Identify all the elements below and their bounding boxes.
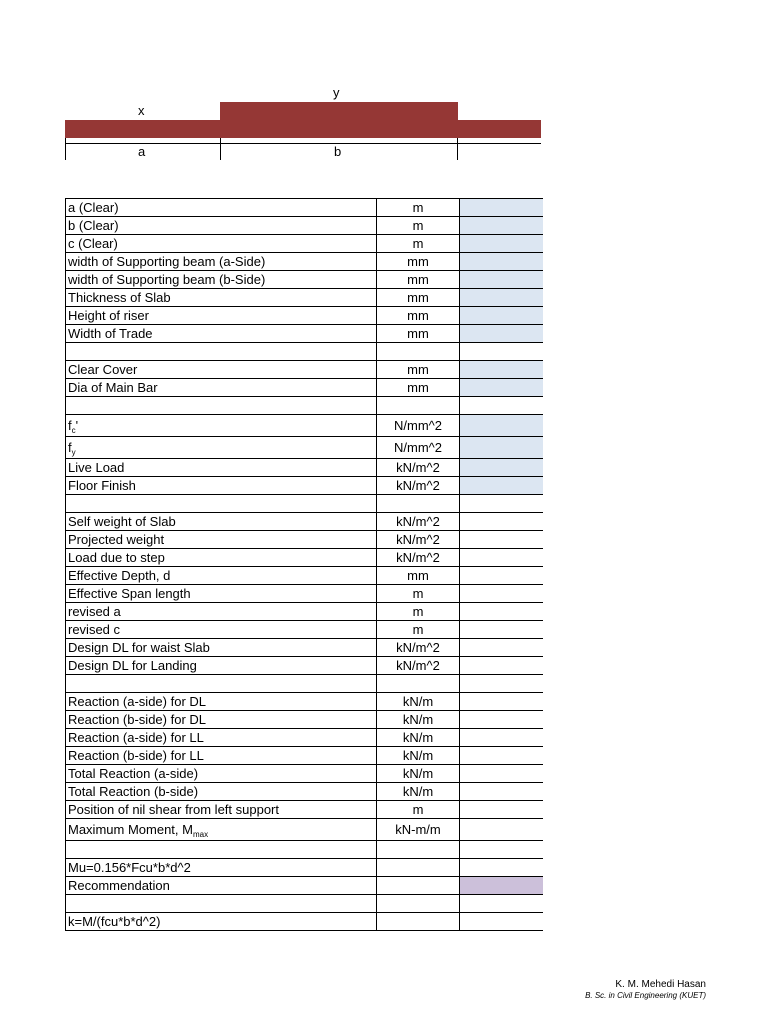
row-label: Reaction (a-side) for DL [66, 693, 377, 711]
row-label [66, 495, 377, 513]
row-label: $f_y$ [66, 437, 377, 459]
table-row [66, 877, 544, 895]
row-label: Effective Depth, d [66, 567, 377, 585]
value-cell [460, 747, 544, 765]
row-unit [377, 895, 460, 913]
value-cell [460, 549, 544, 567]
table-row [66, 415, 544, 437]
table-row [66, 747, 544, 765]
table-row [66, 361, 544, 379]
table-row [66, 325, 544, 343]
row-unit: mm [377, 271, 460, 289]
row-unit: kN/m^2 [377, 549, 460, 567]
row-label: Total Reaction (b-side) [66, 783, 377, 801]
table-row [66, 765, 544, 783]
row-unit: kN/m^2 [377, 459, 460, 477]
row-unit: N/mm^2 [377, 437, 460, 459]
row-label: Recommendation [66, 877, 377, 895]
dimension-tick-right [457, 138, 458, 160]
row-label [66, 343, 377, 361]
table-row [66, 657, 544, 675]
row-label: Thickness of Slab [66, 289, 377, 307]
value-cell [460, 895, 544, 913]
value-cell [460, 711, 544, 729]
table-row [66, 621, 544, 639]
row-unit: kN/m^2 [377, 657, 460, 675]
value-cell [460, 729, 544, 747]
row-label: k=M/(fcu*b*d^2) [66, 913, 377, 931]
row-unit [377, 495, 460, 513]
table-row [66, 549, 544, 567]
row-label: Position of nil shear from left support [66, 801, 377, 819]
table-row [66, 783, 544, 801]
row-unit: m [377, 801, 460, 819]
row-label: Width of Trade [66, 325, 377, 343]
row-unit: mm [377, 253, 460, 271]
input-cell[interactable] [460, 325, 544, 343]
row-unit: mm [377, 567, 460, 585]
row-label: Clear Cover [66, 361, 377, 379]
input-cell[interactable] [460, 235, 544, 253]
table-row [66, 567, 544, 585]
value-cell [460, 639, 544, 657]
row-unit: mm [377, 361, 460, 379]
label-y: y [333, 85, 340, 100]
row-unit: kN/m^2 [377, 639, 460, 657]
table-row [66, 513, 544, 531]
row-label: Design DL for waist Slab [66, 639, 377, 657]
row-label: c (Clear) [66, 235, 377, 253]
row-unit: kN/m [377, 729, 460, 747]
recommendation-cell [460, 877, 544, 895]
row-unit [377, 675, 460, 693]
table-row [66, 253, 544, 271]
row-unit: kN/m [377, 747, 460, 765]
table-row [66, 271, 544, 289]
row-label: a (Clear) [66, 199, 377, 217]
value-cell [460, 495, 544, 513]
table-row [66, 531, 544, 549]
row-label: Floor Finish [66, 477, 377, 495]
table-row [66, 235, 544, 253]
row-label: width of Supporting beam (b-Side) [66, 271, 377, 289]
table-row [66, 603, 544, 621]
row-label: Mu=0.156*Fcu*b*d^2 [66, 859, 377, 877]
input-cell[interactable] [460, 217, 544, 235]
row-unit: m [377, 217, 460, 235]
row-label: Design DL for Landing [66, 657, 377, 675]
row-unit [377, 859, 460, 877]
table-row [66, 379, 544, 397]
value-cell [460, 675, 544, 693]
value-cell [460, 621, 544, 639]
row-label: Total Reaction (a-side) [66, 765, 377, 783]
row-label: Dia of Main Bar [66, 379, 377, 397]
value-cell [460, 343, 544, 361]
row-label [66, 841, 377, 859]
table-row [66, 307, 544, 325]
label-x: x [138, 103, 145, 118]
row-label: width of Supporting beam (a-Side) [66, 253, 377, 271]
table-row [66, 675, 544, 693]
row-label: revised a [66, 603, 377, 621]
row-unit: N/mm^2 [377, 415, 460, 437]
input-cell[interactable] [460, 271, 544, 289]
table-row [66, 859, 544, 877]
row-label: Maximum Moment, $M_{max}$ [66, 819, 377, 841]
row-unit: mm [377, 289, 460, 307]
input-cell[interactable] [460, 379, 544, 397]
table-row [66, 477, 544, 495]
row-unit: m [377, 199, 460, 217]
dimension-line [65, 143, 541, 144]
row-label: Live Load [66, 459, 377, 477]
value-cell [460, 531, 544, 549]
input-cell[interactable] [460, 361, 544, 379]
row-label: revised c [66, 621, 377, 639]
row-unit: mm [377, 307, 460, 325]
author-name: K. M. Mehedi Hasan [615, 979, 706, 990]
row-unit: kN/m^2 [377, 513, 460, 531]
table-row [66, 693, 544, 711]
row-unit: kN/m [377, 711, 460, 729]
value-cell [460, 819, 544, 841]
row-label: Reaction (b-side) for LL [66, 747, 377, 765]
table-row [66, 217, 544, 235]
row-unit: kN/m^2 [377, 477, 460, 495]
value-cell [460, 603, 544, 621]
row-label: b (Clear) [66, 217, 377, 235]
value-cell [460, 765, 544, 783]
row-label: Self weight of Slab [66, 513, 377, 531]
value-cell [460, 397, 544, 415]
row-label: Effective Span length [66, 585, 377, 603]
row-unit [377, 343, 460, 361]
input-cell[interactable] [460, 253, 544, 271]
value-cell [460, 801, 544, 819]
row-label [66, 397, 377, 415]
dimension-tick-mid [220, 138, 221, 160]
value-cell [460, 913, 544, 931]
table-row [66, 801, 544, 819]
value-cell [460, 859, 544, 877]
stair-diagram [0, 0, 768, 170]
row-unit: kN/m [377, 693, 460, 711]
row-unit: kN-m/m [377, 819, 460, 841]
table-row [66, 343, 544, 361]
input-cell[interactable] [460, 477, 544, 495]
table-row [66, 437, 544, 459]
row-label [66, 675, 377, 693]
value-cell [460, 585, 544, 603]
table-row [66, 895, 544, 913]
table-row [66, 639, 544, 657]
row-unit: mm [377, 379, 460, 397]
value-cell [460, 841, 544, 859]
value-cell [460, 693, 544, 711]
row-unit: m [377, 603, 460, 621]
row-unit: m [377, 585, 460, 603]
value-cell [460, 513, 544, 531]
table-row [66, 841, 544, 859]
row-unit: kN/m^2 [377, 531, 460, 549]
row-label: Reaction (b-side) for DL [66, 711, 377, 729]
row-unit: m [377, 621, 460, 639]
input-cell[interactable] [460, 199, 544, 217]
row-unit: kN/m [377, 765, 460, 783]
row-unit [377, 841, 460, 859]
row-label: Height of riser [66, 307, 377, 325]
author-degree: B. Sc. in Civil Engineering (KUET) [585, 991, 706, 1000]
input-cell[interactable] [460, 415, 544, 437]
row-label: Reaction (a-side) for LL [66, 729, 377, 747]
stair-design-table [65, 198, 543, 931]
label-b: b [334, 144, 342, 159]
row-unit [377, 397, 460, 415]
table-row [66, 397, 544, 415]
waist-slab-beam [65, 120, 541, 138]
row-unit: mm [377, 325, 460, 343]
value-cell [460, 657, 544, 675]
row-unit: m [377, 235, 460, 253]
input-cell[interactable] [460, 307, 544, 325]
table-row [66, 711, 544, 729]
input-cell[interactable] [460, 437, 544, 459]
table-row [66, 729, 544, 747]
table-row [66, 199, 544, 217]
value-cell [460, 783, 544, 801]
row-unit [377, 877, 460, 895]
table-row [66, 585, 544, 603]
row-label: $f_c'$ [66, 415, 377, 437]
table-row [66, 459, 544, 477]
value-cell [460, 567, 544, 585]
input-cell[interactable] [460, 459, 544, 477]
dimension-tick-left [65, 138, 66, 160]
input-cell[interactable] [460, 289, 544, 307]
row-label: Load due to step [66, 549, 377, 567]
row-unit: kN/m [377, 783, 460, 801]
table-row [66, 495, 544, 513]
table-row [66, 913, 544, 931]
table-row [66, 819, 544, 841]
table-row [66, 289, 544, 307]
row-unit [377, 913, 460, 931]
row-label: Projected weight [66, 531, 377, 549]
row-label [66, 895, 377, 913]
label-a: a [138, 144, 146, 159]
